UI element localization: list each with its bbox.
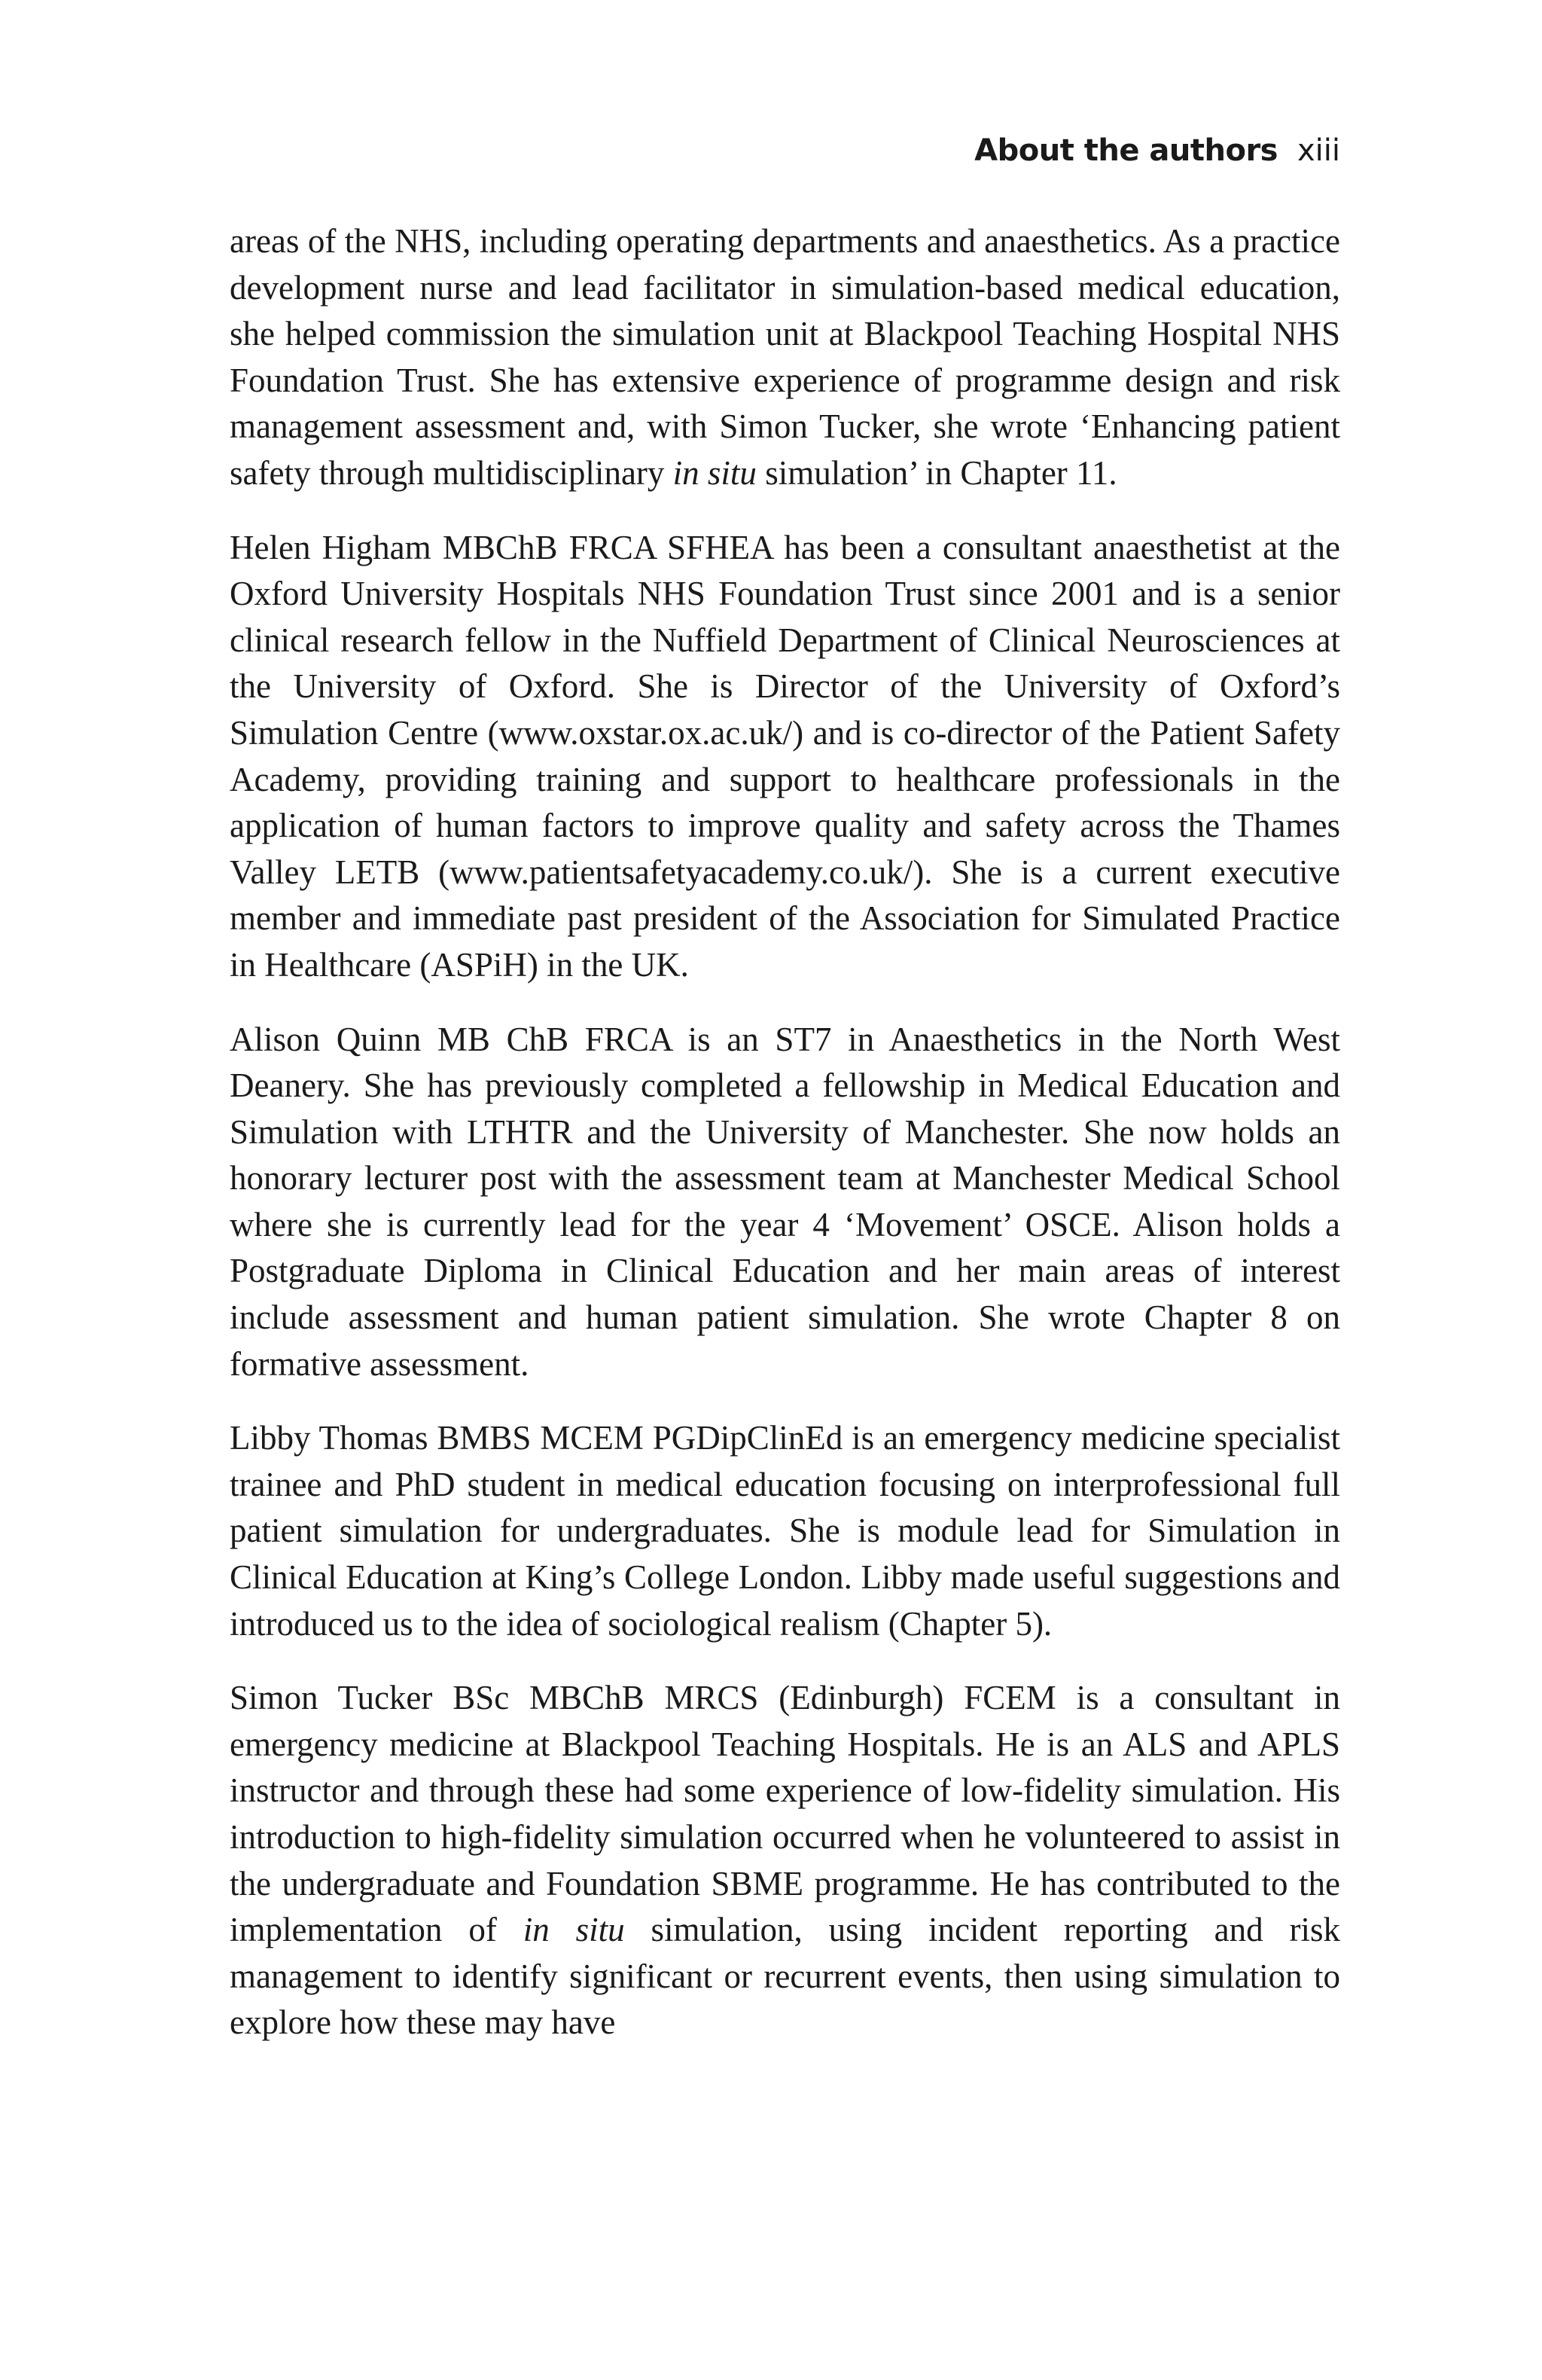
italic-term: in situ <box>672 453 757 492</box>
paragraph <box>230 1017 1340 1388</box>
italic-term: in situ <box>523 1911 625 1949</box>
text-run: simulation, using incident reporting and risk management to identify significant or recurrent events, then using simulation to explore how these may have <box>230 1911 1341 2042</box>
page-number: xiii <box>1297 133 1340 168</box>
text-run: Helen Higham MBChB FRCA SFHEA has been a consultant anaesthetist at the Oxford University Hospitals NHS Foundation Trust since 2001 and is a senior clinical research fellow in the Nuffield Department of Clinical Neurosciences at the University of Oxford. She is Director of the University of Oxford’s Simulation Centre (www.oxstar.ox.ac.uk/) and is co-director of the Patient Safety Academy, providing training and support to healthcare professionals in the application of human factors to improve quality and safety across the Thames Valley LETB (www.patientsafetyacademy.co.uk/). She is a current executive member and immediate past president of the Association for Simulated Practice in Healthcare (ASPiH) in the UK. <box>230 528 1340 984</box>
text-run: Libby Thomas BMBS MCEM PGDipClinEd is an emergency medicine specialist trainee and PhD student in medical education focusing on interprofessional full patient simulation for undergraduates. She is module lead for Simulation in Clinical Education at King’s College London. Libby made useful suggestions and introduced us to the idea of sociological realism (Chapter 5). <box>230 1419 1340 1643</box>
text-run: simulation’ in Chapter 11. <box>756 453 1117 492</box>
paragraph <box>230 525 1340 989</box>
paragraph <box>230 1415 1340 1647</box>
text-run: areas of the NHS, including operating departments and anaesthetics. As a practice development nurse and lead facilitator in simulation-based medical education, she helped commission the simulation unit at Blackpool Teaching Hospital NHS Foundation Trust. She has extensive experience of programme design and risk management assessment and, with Simon Tucker, she wrote ‘Enhancing patient safety through multidisciplinary <box>230 222 1340 492</box>
running-head-section: About the authors <box>974 133 1278 168</box>
paragraph <box>230 1675 1340 2046</box>
text-run: Alison Quinn MB ChB FRCA is an ST7 in Anaesthetics in the North West Deanery. She has previously completed a fellowship in Medical Education and Simulation with LTHTR and the University of Manchester. She now holds an honorary lecturer post with the assessment team at Manchester Medical School where she is currently lead for the year 4 ‘Movement’ OSCE. Alison holds a Postgraduate Diploma in Clinical Education and her main areas of interest include assessment and human patient simulation. She wrote Chapter 8 on formative assessment. <box>230 1020 1340 1383</box>
text-run: Simon Tucker BSc MBChB MRCS (Edinburgh) FCEM is a consultant in emergency medicine at Blackpool Teaching Hospitals. He is an ALS and APLS instructor and through these had some experience of low-fidelity simulation. His introduction to high-fidelity simulation occurred when he volunteered to assist in the undergraduate and Foundation SBME programme. He has contributed to the implementation of <box>230 1679 1340 1949</box>
body-text <box>230 218 1340 2046</box>
paragraph <box>230 218 1340 497</box>
running-head <box>0 130 1340 172</box>
